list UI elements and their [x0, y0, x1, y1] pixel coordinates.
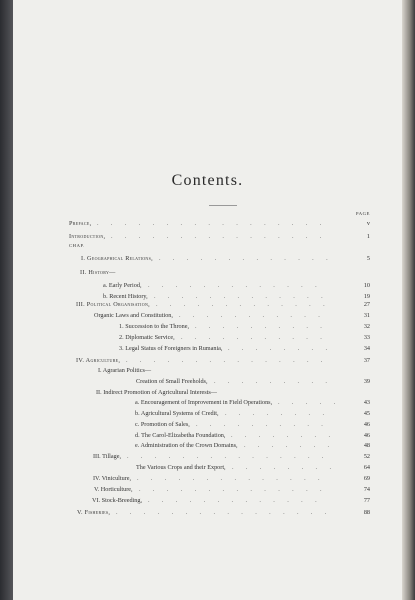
toc-entry [69, 232, 370, 242]
toc-leader-dots: . . . . . . . . [225, 410, 337, 417]
toc-leader-dots: . . . . . . . . . . . . . . . [127, 453, 336, 460]
toc-entry [69, 409, 370, 419]
toc-entry [69, 377, 370, 387]
toc-entry-page: 46 [363, 432, 370, 439]
toc-leader-dots: . . . . . . . [244, 442, 342, 449]
toc-entry [69, 508, 370, 518]
toc-entry-title: V. Fisheries, [77, 509, 111, 516]
toc-entry-page: 74 [363, 486, 370, 493]
toc-entry-title: V. Horticulture, [94, 486, 133, 493]
toc-entry-title: Creation of Small Freeholds, [136, 378, 208, 385]
toc-entry-title: II. History— [80, 269, 116, 276]
toc-leader-dots: . . . . . [278, 399, 348, 406]
toc-leader-dots: . . . . . . . . . . . . . [156, 301, 337, 308]
toc-entry [69, 344, 370, 354]
toc-entry-page: 52 [363, 453, 370, 460]
toc-entry-title: IV. Agriculture, [76, 357, 121, 364]
toc-entry-title: II. Indirect Promotion of Agricultural Interests— [96, 389, 217, 396]
toc-entry-page: 1 [366, 233, 370, 240]
toc-entry [69, 322, 370, 332]
toc-entry-page: 27 [363, 301, 370, 308]
toc-entry-title: Preface, [69, 220, 92, 227]
toc-entry-page: 46 [363, 421, 370, 428]
toc-entry-page: 88 [363, 509, 370, 516]
toc-leader-dots: . . . . . . . . . . . . . [148, 282, 329, 289]
toc-leader-dots: . . . . . . . . . . [195, 323, 335, 330]
toc-entry-page: 77 [363, 497, 370, 504]
toc-entry-page: 39 [363, 378, 370, 385]
toc-leader-dots: . . . . . . . . . . . [181, 334, 335, 341]
toc-entry [69, 420, 370, 430]
toc-entry-page: 48 [363, 442, 370, 449]
toc-entry [69, 281, 370, 291]
toc-entry-title: VI. Stock-Breeding, [92, 497, 143, 504]
toc-entry-page: 10 [363, 282, 370, 289]
toc-entry-page: 33 [363, 334, 370, 341]
toc-entry-title: 1. Succession to the Throne, [119, 323, 189, 330]
toc-leader-dots: . . . . . . . . . . [196, 421, 336, 428]
toc-leader-dots: . . . . . . . . [228, 345, 340, 352]
toc-entry-title: a. Early Period, [103, 282, 142, 289]
toc-leader-dots: . . . . . . . . . . . . . . . . [111, 233, 334, 240]
chapter-column-header: CHAP. [69, 243, 85, 248]
toc-entry-title: b. Agricultural Systems of Credit, [135, 410, 219, 417]
toc-leader-dots: . . . . . . . . . . . . . [154, 293, 335, 300]
toc-entry [69, 356, 370, 366]
toc-entry-page: v [366, 220, 370, 227]
page-edge-shadow [402, 0, 415, 600]
toc-leader-dots: . . . . . . . . . . . . . . . . [116, 509, 339, 516]
toc-entry-page: 64 [363, 464, 370, 471]
toc-entry-page: 43 [363, 399, 370, 406]
toc-leader-dots: . . . . . . . . [232, 464, 344, 471]
toc-entry-page: 37 [363, 357, 370, 364]
toc-entry [69, 254, 370, 264]
toc-entry [69, 452, 370, 462]
toc-entry-page: 69 [363, 475, 370, 482]
toc-entry [69, 388, 370, 398]
toc-entry [69, 463, 370, 473]
toc-entry-title: d. The Carol-Elizabetha Foundation, [135, 432, 226, 439]
toc-entry-page: 19 [363, 293, 370, 300]
toc-entry-title: III. Political Organisation, [76, 301, 151, 308]
toc-entry-title: III. Tillage, [93, 453, 122, 460]
toc-entry-title: 2. Diplomatic Service, [119, 334, 175, 341]
toc-entry-page: 45 [363, 410, 370, 417]
toc-leader-dots: . . . . . . . . . . . [179, 312, 333, 319]
toc-entry [69, 398, 370, 408]
toc-leader-dots: . . . . . . . . [231, 432, 343, 439]
toc-entry [69, 474, 370, 484]
toc-entry [69, 300, 370, 310]
toc-entry-page: 34 [363, 345, 370, 352]
toc-leader-dots: . . . . . . . . . . . . . . . . . [97, 220, 334, 227]
toc-entry [69, 219, 370, 229]
toc-entry-title: IV. Viniculture, [93, 475, 132, 482]
toc-entry [69, 496, 370, 506]
toc-entry-title: The Various Crops and their Export, [136, 464, 226, 471]
toc-entry [69, 268, 370, 278]
toc-entry-title: b. Recent History, [103, 293, 148, 300]
toc-entry-page: 32 [363, 323, 370, 330]
toc-entry [69, 333, 370, 343]
title-divider [209, 205, 237, 206]
toc-entry-page: 31 [363, 312, 370, 319]
toc-entry-title: Introduction, [69, 233, 106, 240]
toc-entry-title: c. Promotion of Sales, [135, 421, 190, 428]
book-page [13, 0, 402, 600]
toc-entry [69, 441, 370, 451]
toc-entry-title: e. Administration of the Crown Domains, [135, 442, 238, 449]
toc-entry [69, 485, 370, 495]
toc-leader-dots: . . . . . . . . . . . . . . [139, 486, 334, 493]
chapter-column-header-row [69, 241, 370, 251]
toc-leader-dots: . . . . . . . . . . . . . [159, 255, 340, 262]
page-column-header-row [69, 209, 370, 219]
toc-entry [69, 311, 370, 321]
toc-leader-dots: . . . . . . . . . . . . . . [137, 475, 332, 482]
toc-leader-dots: . . . . . . . . . . . . . [148, 497, 329, 504]
toc-entry-title: a. Encouragement of Improvement in Field Operations, [135, 399, 273, 406]
toc-entry-title: I. Geographical Relations, [81, 255, 153, 262]
toc-entry-title: I. Agrarian Politics— [98, 367, 152, 374]
page-column-header: PAGE [356, 211, 370, 216]
toc-entry [69, 431, 370, 441]
toc-leader-dots: . . . . . . . . . [214, 378, 340, 385]
toc-entry-title: Organic Laws and Constitution, [94, 312, 173, 319]
toc-entry-title: 3. Legal Status of Foreigners in Rumania, [119, 345, 223, 352]
toc-leader-dots: . . . . . . . . . . . . . . . [126, 357, 335, 364]
toc-entry-page: 5 [366, 255, 370, 262]
page-title: Contents. [171, 172, 244, 189]
book-gutter [0, 0, 13, 600]
toc-entry [69, 366, 370, 376]
